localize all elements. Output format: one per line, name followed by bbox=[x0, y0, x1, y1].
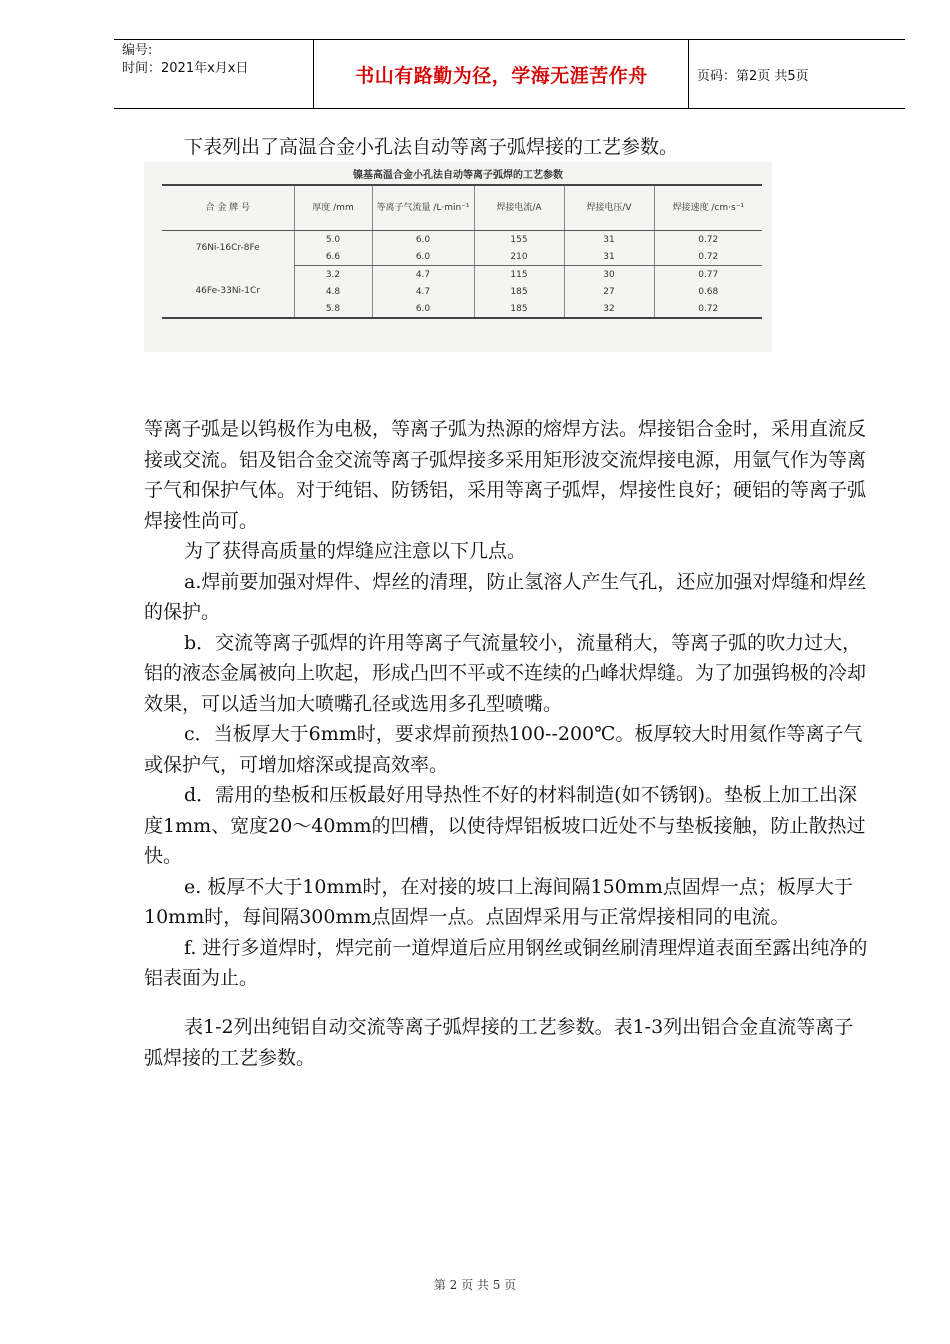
table-cell: 0.72 bbox=[654, 231, 762, 249]
table-cell: 31 bbox=[564, 248, 654, 266]
table-cell: 0.72 bbox=[654, 248, 762, 266]
note-f: f. 进行多道焊时，焊完前一道焊道后应用钢丝或铜丝刷清理焊道表面至露出纯净的铝表面为止。 bbox=[144, 936, 868, 989]
table-cell: 6.0 bbox=[372, 248, 474, 266]
parameter-table bbox=[162, 184, 762, 319]
intro-paragraph: 下表列出了高温合金小孔法自动等离子弧焊接的工艺参数。 bbox=[184, 136, 679, 158]
page-header bbox=[114, 39, 905, 109]
table-cell: 4.7 bbox=[372, 266, 474, 284]
note-b: b．交流等离子弧焊的许用等离子气流量较小，流量稍大，等离子弧的吹力过大，铝的液态金属被向上吹起，形成凸凹不平或不连续的凸峰状焊缝。为了加强钨极的冷却效果，可以适当加大喷嘴孔径或选用多孔型喷嘴。 bbox=[144, 631, 867, 715]
table-cell: 6.0 bbox=[372, 231, 474, 249]
col-header-current: 焊接电流/A bbox=[474, 185, 564, 231]
table-row bbox=[162, 231, 762, 249]
table-cell: 32 bbox=[564, 300, 654, 318]
table-cell: 4.8 bbox=[294, 283, 372, 300]
body-text bbox=[144, 414, 870, 994]
table-cell: 6.0 bbox=[372, 300, 474, 318]
alloy-cell: 76Ni-16Cr-8Fe bbox=[195, 243, 260, 254]
col-header-thickness: 厚度 /mm bbox=[294, 185, 372, 231]
table-cell: 0.68 bbox=[654, 283, 762, 300]
header-page-info: 页码：第2页 共5页 bbox=[697, 68, 809, 84]
table-cell: 6.6 bbox=[294, 248, 372, 266]
table-cell: 185 bbox=[474, 283, 564, 300]
note-c: c．当板厚大于6mm时，要求焊前预热100--200℃。板厚较大时用氦作等离子气或保护气，可增加熔深或提高效率。 bbox=[144, 723, 863, 776]
table-title: 镍基高温合金小孔法自动等离子弧焊的工艺参数 bbox=[353, 170, 563, 181]
number-label: 编号: bbox=[122, 43, 153, 58]
table-cell: 0.77 bbox=[654, 266, 762, 284]
note-e: e. 板厚不大于10mm时，在对接的坡口上海间隔150mm点固焊一点；板厚大于10mm时，每间隔300mm点固焊一点。点固焊采用与正常焊接相同的电流。 bbox=[144, 875, 853, 928]
table-cell: 30 bbox=[564, 266, 654, 284]
table-cell: 4.7 bbox=[372, 283, 474, 300]
col-header-alloy: 合 金 牌 号 bbox=[162, 185, 294, 231]
table-cell: 210 bbox=[474, 248, 564, 266]
table-cell: 5.8 bbox=[294, 300, 372, 318]
paragraph-notes-intro: 为了获得高质量的焊缝应注意以下几点。 bbox=[184, 540, 527, 562]
alloy-cell: 46Fe-33Ni-1Cr bbox=[162, 266, 294, 319]
col-header-voltage: 焊接电压/V bbox=[564, 185, 654, 231]
note-a: a.焊前要加强对焊件、焊丝的清理，防止氢溶人产生气孔，还应加强对焊缝和焊丝的保护。 bbox=[144, 570, 867, 623]
col-header-gas-flow: 等离子气流量 /L·min⁻¹ bbox=[372, 185, 474, 231]
table-cell: 0.72 bbox=[654, 300, 762, 318]
table-cell: 5.0 bbox=[294, 231, 372, 249]
time-label: 时间：2021年x月x日 bbox=[122, 61, 249, 76]
parameter-table-image bbox=[144, 162, 772, 352]
table-cell: 155 bbox=[474, 231, 564, 249]
table-row bbox=[162, 266, 762, 284]
note-d: d．需用的垫板和压板最好用导热性不好的材料制造(如不锈钢)。垫板上加工出深度1mm、宽度20～40mm的凹槽，以使待焊铝板坡口近处不与垫板接触，防止散热过快。 bbox=[144, 784, 866, 867]
page-footer: 第 2 页 共 5 页 bbox=[433, 1278, 517, 1292]
header-motto: 书山有路勤为径，学海无涯苦作舟 bbox=[315, 40, 689, 108]
table-cell: 185 bbox=[474, 300, 564, 318]
table-cell: 31 bbox=[564, 231, 654, 249]
header-meta bbox=[114, 40, 314, 108]
table-cell: 115 bbox=[474, 266, 564, 284]
table-cell: 3.2 bbox=[294, 266, 372, 284]
table-cell: 27 bbox=[564, 283, 654, 300]
closing-paragraph: 表1-2列出纯铝自动交流等离子弧焊接的工艺参数。表1-3列出铝合金直流等离子弧焊接的工艺参数。 bbox=[144, 1016, 854, 1069]
paragraph-plasma-arc: 等离子弧是以钨极作为电极，等离子弧为热源的熔焊方法。焊接铝合金时，采用直流反接或交流。铝及铝合金交流等离子弧焊接多采用矩形波交流焊接电源，用氩气作为等离子气和保护气体。对于纯铝、防锈铝，采用等离子弧焊，焊接性良好；硬铝的等离子弧焊接性尚可。 bbox=[144, 418, 867, 532]
col-header-speed: 焊接速度 /cm·s⁻¹ bbox=[654, 185, 762, 231]
